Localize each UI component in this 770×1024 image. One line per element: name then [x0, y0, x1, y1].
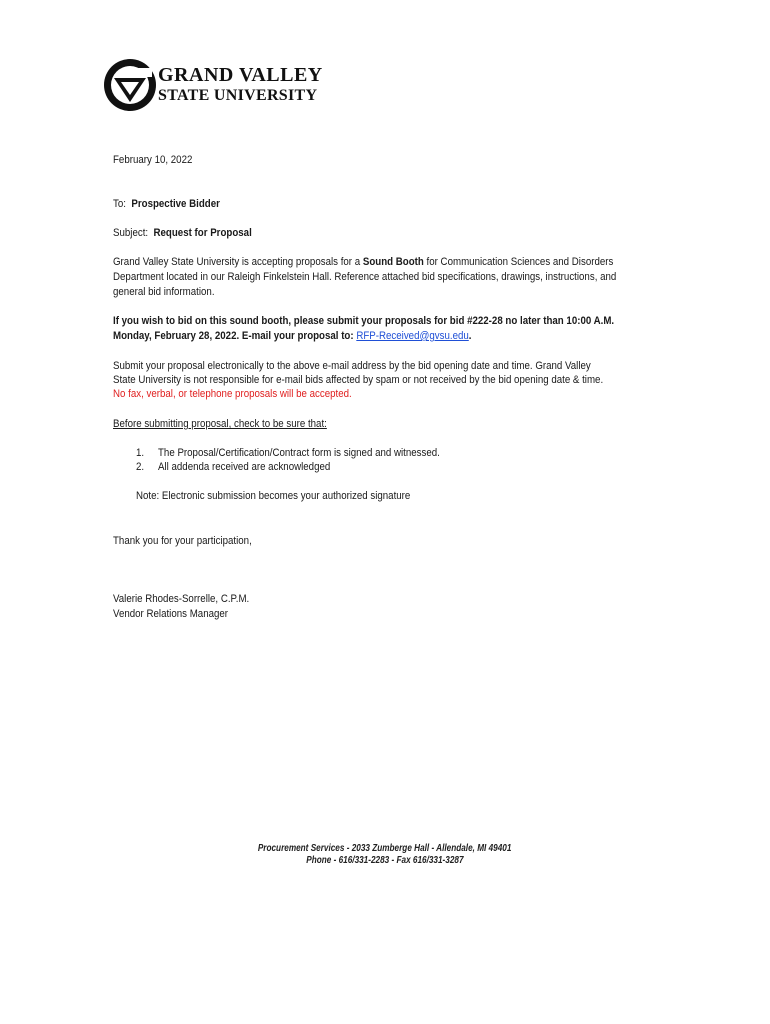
paragraph-1-line-2: Department located in our Raleigh Finkelstein Hall. Reference attached bid specifications, drawings, instructions, and	[113, 271, 617, 283]
checklist-heading: Before submitting proposal, check to be sure that:	[113, 418, 327, 430]
paragraph-2-line-2	[113, 329, 471, 345]
no-fax-warning: No fax, verbal, or telephone proposals will be accepted.	[113, 388, 352, 400]
paragraph-3-line-1: Submit your proposal electronically to the above e-mail address by the bid opening date and time. Grand Valley	[113, 360, 591, 372]
footer-line-1: Procurement Services - 2033 Zumberge Hall - Allendale, MI 49401	[258, 843, 512, 854]
to-label: To:	[113, 198, 126, 210]
footer-phone	[0, 855, 770, 867]
to-line	[113, 197, 220, 213]
footer-line-2: Phone - 616/331-2283 - Fax 616/331-3287	[306, 855, 464, 866]
checklist-item-2: All addenda received are acknowledged	[158, 461, 331, 473]
gvsu-emblem-icon	[102, 52, 158, 118]
subject-value: Request for Proposal	[153, 227, 252, 239]
logo-text-line1: GRAND VALLEY	[158, 64, 323, 86]
checklist-item-1-number: 1.	[136, 447, 145, 459]
to-value: Prospective Bidder	[131, 198, 220, 210]
letter-date: February 10, 2022	[113, 154, 193, 166]
checklist-item-2-number: 2.	[136, 461, 145, 473]
p2-period: .	[468, 330, 472, 342]
subject-line	[113, 226, 252, 242]
p2-text-a: Monday, February 28, 2022. E-mail your proposal to:	[113, 330, 357, 342]
closing: Thank you for your participation,	[113, 535, 252, 547]
logo-text-line2: STATE UNIVERSITY	[158, 87, 318, 104]
p1-text-a: Grand Valley State University is accepting proposals for a	[113, 256, 363, 268]
p1-text-c: for Communication Sciences and Disorders	[423, 256, 614, 268]
paragraph-2-line-1: If you wish to bid on this sound booth, please submit your proposals for bid #222-28 no later than 10:00 A.M.	[113, 315, 615, 327]
p1-sound-booth: Sound Booth	[362, 256, 424, 268]
signature-note: Note: Electronic submission becomes your authorized signature	[136, 490, 411, 502]
email-link[interactable]: RFP-Received@gvsu.edu	[356, 330, 469, 342]
subject-label: Subject:	[113, 227, 149, 239]
paragraph-1-line-3: general bid information.	[113, 286, 215, 298]
signer-title: Vendor Relations Manager	[113, 608, 229, 620]
signer-name: Valerie Rhodes-Sorrelle, C.P.M.	[113, 593, 250, 605]
paragraph-1-line-1	[113, 255, 613, 271]
paragraph-3-line-2: State University is not responsible for e-mail bids affected by spam or not received by the bid opening date & time.	[113, 374, 604, 386]
footer-address	[0, 843, 770, 855]
checklist-item-1: The Proposal/Certification/Contract form is signed and witnessed.	[158, 447, 440, 459]
